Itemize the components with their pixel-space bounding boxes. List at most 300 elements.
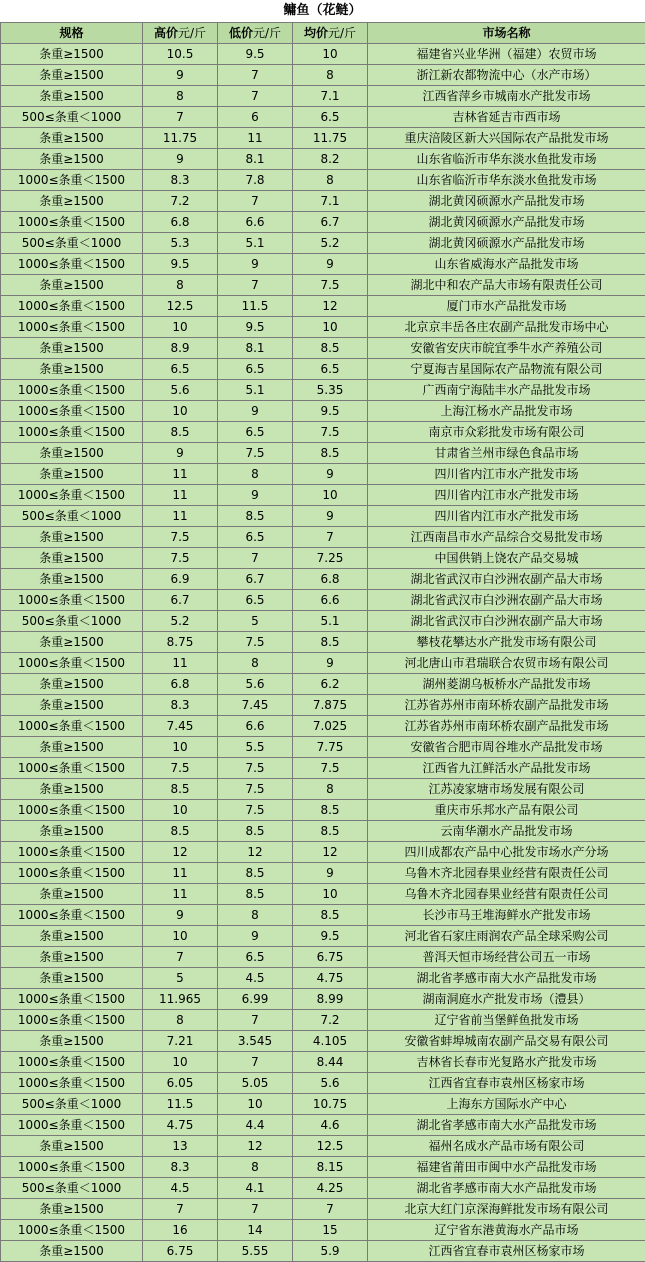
cell-avg-price: 10: [293, 884, 368, 905]
cell-high-price: 7.5: [143, 548, 218, 569]
cell-low-price: 5.05: [218, 1073, 293, 1094]
cell-market-name: 吉林省延吉市西市场: [368, 107, 645, 128]
cell-low-price: 6.7: [218, 569, 293, 590]
table-row: [1, 947, 645, 968]
cell-low-price: 6.5: [218, 947, 293, 968]
cell-market-name: 宁夏海吉星国际农产品物流有限公司: [368, 359, 645, 380]
cell-spec: 条重≥1500: [1, 359, 143, 380]
table-row: [1, 842, 645, 863]
cell-high-price: 9: [143, 65, 218, 86]
cell-avg-price: 9: [293, 464, 368, 485]
cell-spec: 条重≥1500: [1, 128, 143, 149]
cell-low-price: 4.4: [218, 1115, 293, 1136]
cell-market-name: 江苏省苏州市南环桥农副产品批发市场: [368, 716, 645, 737]
cell-avg-price: 9.5: [293, 401, 368, 422]
cell-spec: 500≤条重＜1000: [1, 1094, 143, 1115]
cell-market-name: 山东省临沂市华东淡水鱼批发市场: [368, 149, 645, 170]
cell-spec: 条重≥1500: [1, 149, 143, 170]
cell-low-price: 5.6: [218, 674, 293, 695]
table-row: [1, 338, 645, 359]
cell-low-price: 8: [218, 905, 293, 926]
cell-high-price: 8.5: [143, 821, 218, 842]
table-row: [1, 128, 645, 149]
cell-market-name: 重庆市乐邦水产品有限公司: [368, 800, 645, 821]
cell-low-price: 12: [218, 842, 293, 863]
cell-high-price: 10: [143, 926, 218, 947]
cell-market-name: 山东省威海水产品批发市场: [368, 254, 645, 275]
cell-market-name: 南京市众彩批发市场有限公司: [368, 422, 645, 443]
cell-high-price: 6.8: [143, 674, 218, 695]
cell-market-name: 湖北省武汉市白沙洲农副产品大市场: [368, 590, 645, 611]
table-row: [1, 401, 645, 422]
cell-low-price: 7.5: [218, 779, 293, 800]
cell-spec: 1000≤条重＜1500: [1, 863, 143, 884]
table-row: [1, 884, 645, 905]
cell-high-price: 5.6: [143, 380, 218, 401]
cell-market-name: 江西省萍乡市城南水产批发市场: [368, 86, 645, 107]
cell-low-price: 9: [218, 485, 293, 506]
table-row: [1, 695, 645, 716]
cell-market-name: 长沙市马王堆海鲜水产批发市场: [368, 905, 645, 926]
table-row: [1, 716, 645, 737]
cell-high-price: 8.3: [143, 1157, 218, 1178]
cell-high-price: 5.2: [143, 611, 218, 632]
cell-spec: 条重≥1500: [1, 695, 143, 716]
cell-low-price: 7: [218, 86, 293, 107]
cell-market-name: 湖北黄冈硕源水产品批发市场: [368, 191, 645, 212]
cell-avg-price: 7.1: [293, 191, 368, 212]
cell-spec: 条重≥1500: [1, 338, 143, 359]
cell-market-name: 四川省内江市水产批发市场: [368, 506, 645, 527]
cell-market-name: 广西南宁海陆丰水产品批发市场: [368, 380, 645, 401]
cell-avg-price: 8: [293, 170, 368, 191]
cell-market-name: 河北唐山市君瑞联合农贸市场有限公司: [368, 653, 645, 674]
cell-high-price: 6.9: [143, 569, 218, 590]
cell-avg-price: 7: [293, 1199, 368, 1220]
cell-market-name: 乌鲁木齐北园春果业经营有限责任公司: [368, 884, 645, 905]
cell-spec: 1000≤条重＜1500: [1, 905, 143, 926]
cell-low-price: 8.5: [218, 506, 293, 527]
table-row: [1, 926, 645, 947]
cell-avg-price: 10: [293, 485, 368, 506]
cell-market-name: 安徽省安庆市皖宜季牛水产养殖公司: [368, 338, 645, 359]
cell-spec: 条重≥1500: [1, 65, 143, 86]
cell-high-price: 6.7: [143, 590, 218, 611]
table-row: [1, 149, 645, 170]
cell-spec: 500≤条重＜1000: [1, 107, 143, 128]
cell-low-price: 11: [218, 128, 293, 149]
cell-avg-price: 10: [293, 44, 368, 65]
cell-avg-price: 6.2: [293, 674, 368, 695]
cell-spec: 条重≥1500: [1, 548, 143, 569]
cell-spec: 1000≤条重＜1500: [1, 842, 143, 863]
cell-low-price: 12: [218, 1136, 293, 1157]
cell-spec: 条重≥1500: [1, 44, 143, 65]
table-row: [1, 527, 645, 548]
column-header-market-name: 市场名称: [368, 23, 645, 44]
cell-market-name: 攀枝花攀达水产批发市场有限公司: [368, 632, 645, 653]
cell-market-name: 云南华潮水产品批发市场: [368, 821, 645, 842]
cell-spec: 1000≤条重＜1500: [1, 1115, 143, 1136]
cell-avg-price: 10: [293, 317, 368, 338]
cell-market-name: 四川成都农产品中心批发市场水产分场: [368, 842, 645, 863]
cell-avg-price: 7.25: [293, 548, 368, 569]
cell-high-price: 6.5: [143, 359, 218, 380]
table-row: [1, 1094, 645, 1115]
cell-avg-price: 12: [293, 296, 368, 317]
cell-market-name: 福建省莆田市闽中水产品批发市场: [368, 1157, 645, 1178]
table-row: [1, 296, 645, 317]
cell-high-price: 8.75: [143, 632, 218, 653]
cell-spec: 1000≤条重＜1500: [1, 422, 143, 443]
cell-market-name: 江西省宜春市袁州区杨家市场: [368, 1241, 645, 1262]
table-row: [1, 86, 645, 107]
cell-market-name: 福建省兴业华洲（福建）农贸市场: [368, 44, 645, 65]
table-row: [1, 1220, 645, 1241]
cell-low-price: 11.5: [218, 296, 293, 317]
cell-avg-price: 4.105: [293, 1031, 368, 1052]
table-row: [1, 1241, 645, 1262]
table-row: [1, 779, 645, 800]
cell-low-price: 7.5: [218, 632, 293, 653]
table-row: [1, 989, 645, 1010]
cell-high-price: 7.5: [143, 527, 218, 548]
cell-low-price: 6.99: [218, 989, 293, 1010]
cell-high-price: 6.05: [143, 1073, 218, 1094]
cell-low-price: 8: [218, 1157, 293, 1178]
column-header-spec: 规格: [1, 23, 143, 44]
cell-avg-price: 7: [293, 527, 368, 548]
table-row: [1, 506, 645, 527]
cell-low-price: 10: [218, 1094, 293, 1115]
cell-market-name: 乌鲁木齐北园春果业经营有限责任公司: [368, 863, 645, 884]
cell-low-price: 6.5: [218, 590, 293, 611]
table-row: [1, 1052, 645, 1073]
table-row: [1, 485, 645, 506]
cell-high-price: 5: [143, 968, 218, 989]
cell-market-name: 北京大红门京深海鲜批发市场有限公司: [368, 1199, 645, 1220]
cell-spec: 1000≤条重＜1500: [1, 254, 143, 275]
cell-high-price: 5.3: [143, 233, 218, 254]
cell-avg-price: 8.15: [293, 1157, 368, 1178]
cell-spec: 1000≤条重＜1500: [1, 590, 143, 611]
table-row: [1, 254, 645, 275]
cell-high-price: 8: [143, 275, 218, 296]
table-row: [1, 1199, 645, 1220]
table-row: [1, 674, 645, 695]
cell-high-price: 9: [143, 443, 218, 464]
cell-market-name: 湖北省孝感市南大水产品批发市场: [368, 1178, 645, 1199]
cell-high-price: 13: [143, 1136, 218, 1157]
cell-low-price: 8: [218, 653, 293, 674]
cell-avg-price: 8: [293, 779, 368, 800]
table-row: [1, 275, 645, 296]
cell-avg-price: 8.2: [293, 149, 368, 170]
cell-low-price: 7: [218, 275, 293, 296]
cell-spec: 条重≥1500: [1, 191, 143, 212]
cell-spec: 条重≥1500: [1, 464, 143, 485]
cell-spec: 条重≥1500: [1, 1031, 143, 1052]
cell-market-name: 江苏省苏州市南环桥农副产品批发市场: [368, 695, 645, 716]
cell-low-price: 8.5: [218, 863, 293, 884]
cell-market-name: 河北省石家庄雨润农产品全球采购公司: [368, 926, 645, 947]
cell-market-name: 甘肃省兰州市绿色食品市场: [368, 443, 645, 464]
cell-high-price: 11: [143, 863, 218, 884]
table-row: [1, 800, 645, 821]
cell-high-price: 7: [143, 107, 218, 128]
table-row: [1, 548, 645, 569]
cell-spec: 条重≥1500: [1, 884, 143, 905]
cell-spec: 1000≤条重＜1500: [1, 1220, 143, 1241]
cell-spec: 1000≤条重＜1500: [1, 212, 143, 233]
cell-spec: 条重≥1500: [1, 779, 143, 800]
cell-spec: 500≤条重＜1000: [1, 506, 143, 527]
cell-spec: 1000≤条重＜1500: [1, 758, 143, 779]
table-row: [1, 569, 645, 590]
table-row: [1, 653, 645, 674]
table-row: [1, 863, 645, 884]
cell-high-price: 8.3: [143, 170, 218, 191]
cell-spec: 1000≤条重＜1500: [1, 170, 143, 191]
table-row: [1, 1136, 645, 1157]
cell-avg-price: 6.5: [293, 107, 368, 128]
column-header-low-price: 低价元/斤: [218, 23, 293, 44]
cell-avg-price: 12: [293, 842, 368, 863]
table-row: [1, 317, 645, 338]
table-row: [1, 1073, 645, 1094]
cell-spec: 1000≤条重＜1500: [1, 296, 143, 317]
cell-high-price: 11: [143, 506, 218, 527]
cell-market-name: 安徽省蚌埠城南农副产品交易有限公司: [368, 1031, 645, 1052]
cell-high-price: 9: [143, 149, 218, 170]
cell-spec: 条重≥1500: [1, 527, 143, 548]
table-row: [1, 233, 645, 254]
cell-high-price: 10: [143, 401, 218, 422]
cell-spec: 1000≤条重＜1500: [1, 1010, 143, 1031]
cell-low-price: 5: [218, 611, 293, 632]
table-row: [1, 443, 645, 464]
cell-low-price: 9.5: [218, 44, 293, 65]
cell-avg-price: 5.9: [293, 1241, 368, 1262]
cell-avg-price: 15: [293, 1220, 368, 1241]
cell-avg-price: 8.44: [293, 1052, 368, 1073]
cell-market-name: 厦门市水产品批发市场: [368, 296, 645, 317]
cell-spec: 条重≥1500: [1, 86, 143, 107]
cell-spec: 500≤条重＜1000: [1, 611, 143, 632]
table-row: [1, 590, 645, 611]
cell-avg-price: 9: [293, 506, 368, 527]
cell-spec: 500≤条重＜1000: [1, 233, 143, 254]
cell-low-price: 4.5: [218, 968, 293, 989]
table-row: [1, 1178, 645, 1199]
cell-avg-price: 12.5: [293, 1136, 368, 1157]
table-row: [1, 107, 645, 128]
cell-avg-price: 5.2: [293, 233, 368, 254]
cell-spec: 条重≥1500: [1, 947, 143, 968]
cell-low-price: 5.55: [218, 1241, 293, 1262]
cell-avg-price: 4.6: [293, 1115, 368, 1136]
table-row: [1, 1157, 645, 1178]
cell-low-price: 7: [218, 1052, 293, 1073]
cell-avg-price: 7.025: [293, 716, 368, 737]
cell-avg-price: 4.75: [293, 968, 368, 989]
cell-spec: 1000≤条重＜1500: [1, 401, 143, 422]
cell-low-price: 8: [218, 464, 293, 485]
cell-low-price: 6.5: [218, 422, 293, 443]
cell-avg-price: 6.7: [293, 212, 368, 233]
cell-market-name: 山东省临沂市华东淡水鱼批发市场: [368, 170, 645, 191]
cell-low-price: 7.5: [218, 443, 293, 464]
cell-spec: 条重≥1500: [1, 569, 143, 590]
cell-low-price: 3.545: [218, 1031, 293, 1052]
cell-spec: 1000≤条重＜1500: [1, 317, 143, 338]
cell-high-price: 8: [143, 86, 218, 107]
cell-low-price: 8.1: [218, 338, 293, 359]
table-row: [1, 212, 645, 233]
table-row: [1, 170, 645, 191]
cell-high-price: 11.5: [143, 1094, 218, 1115]
cell-high-price: 11: [143, 485, 218, 506]
cell-market-name: 湖北省武汉市白沙洲农副产品大市场: [368, 569, 645, 590]
cell-spec: 条重≥1500: [1, 821, 143, 842]
cell-avg-price: 7.5: [293, 758, 368, 779]
cell-avg-price: 4.25: [293, 1178, 368, 1199]
cell-market-name: 湖北黄冈硕源水产品批发市场: [368, 212, 645, 233]
cell-low-price: 7.5: [218, 758, 293, 779]
cell-avg-price: 8.5: [293, 338, 368, 359]
cell-high-price: 4.5: [143, 1178, 218, 1199]
cell-avg-price: 9.5: [293, 926, 368, 947]
table-row: [1, 65, 645, 86]
cell-spec: 1000≤条重＜1500: [1, 380, 143, 401]
cell-spec: 条重≥1500: [1, 674, 143, 695]
cell-high-price: 7.5: [143, 758, 218, 779]
cell-low-price: 7: [218, 548, 293, 569]
cell-avg-price: 8.5: [293, 905, 368, 926]
cell-low-price: 7: [218, 191, 293, 212]
table-row: [1, 737, 645, 758]
cell-low-price: 5.1: [218, 380, 293, 401]
cell-spec: 条重≥1500: [1, 737, 143, 758]
cell-low-price: 5.5: [218, 737, 293, 758]
cell-low-price: 14: [218, 1220, 293, 1241]
cell-spec: 条重≥1500: [1, 968, 143, 989]
cell-high-price: 10: [143, 1052, 218, 1073]
cell-low-price: 8.5: [218, 884, 293, 905]
table-row: [1, 1031, 645, 1052]
table-row: [1, 359, 645, 380]
table-row: [1, 968, 645, 989]
cell-market-name: 安徽省合肥市周谷堆水产品批发市场: [368, 737, 645, 758]
cell-market-name: 普洱天恒市场经营公司五一市场: [368, 947, 645, 968]
cell-market-name: 江西南昌市水产品综合交易批发市场: [368, 527, 645, 548]
table-row: [1, 758, 645, 779]
cell-market-name: 湖州菱湖乌板桥水产品批发市场: [368, 674, 645, 695]
cell-high-price: 7: [143, 1199, 218, 1220]
cell-avg-price: 8: [293, 65, 368, 86]
cell-market-name: 四川省内江市水产批发市场: [368, 485, 645, 506]
table-row: [1, 611, 645, 632]
cell-market-name: 福州名成水产品市场有限公司: [368, 1136, 645, 1157]
cell-spec: 1000≤条重＜1500: [1, 716, 143, 737]
table-row: [1, 380, 645, 401]
cell-high-price: 7: [143, 947, 218, 968]
sheet-title: 鳙鱼（花鲢）: [0, 0, 645, 22]
cell-high-price: 11: [143, 653, 218, 674]
cell-market-name: 上海江杨水产品批发市场: [368, 401, 645, 422]
cell-low-price: 6: [218, 107, 293, 128]
cell-spec: 1000≤条重＜1500: [1, 1157, 143, 1178]
cell-spec: 1000≤条重＜1500: [1, 653, 143, 674]
cell-avg-price: 7.5: [293, 275, 368, 296]
cell-spec: 1000≤条重＜1500: [1, 800, 143, 821]
cell-avg-price: 5.6: [293, 1073, 368, 1094]
column-header-avg-price: 均价元/斤: [293, 23, 368, 44]
cell-low-price: 4.1: [218, 1178, 293, 1199]
cell-spec: 条重≥1500: [1, 275, 143, 296]
cell-market-name: 辽宁省前当堡鲜鱼批发市场: [368, 1010, 645, 1031]
table-row: [1, 422, 645, 443]
table-row: [1, 44, 645, 65]
table-row: [1, 632, 645, 653]
cell-high-price: 6.75: [143, 1241, 218, 1262]
cell-avg-price: 8.5: [293, 632, 368, 653]
cell-market-name: 江西省宜春市袁州区杨家市场: [368, 1073, 645, 1094]
cell-high-price: 4.75: [143, 1115, 218, 1136]
table-body: [1, 44, 645, 1262]
cell-spec: 条重≥1500: [1, 632, 143, 653]
cell-low-price: 5.1: [218, 233, 293, 254]
cell-avg-price: 7.1: [293, 86, 368, 107]
cell-market-name: 江苏凌家塘市场发展有限公司: [368, 779, 645, 800]
cell-avg-price: 9: [293, 863, 368, 884]
price-table: [0, 22, 645, 1262]
cell-spec: 条重≥1500: [1, 443, 143, 464]
cell-spec: 1000≤条重＜1500: [1, 485, 143, 506]
cell-market-name: 辽宁省东港黄海水产品市场: [368, 1220, 645, 1241]
cell-low-price: 6.5: [218, 359, 293, 380]
cell-market-name: 湖南洞庭水产批发市场（澧县）: [368, 989, 645, 1010]
cell-high-price: 8.9: [143, 338, 218, 359]
cell-high-price: 8: [143, 1010, 218, 1031]
cell-low-price: 9.5: [218, 317, 293, 338]
cell-low-price: 9: [218, 254, 293, 275]
cell-market-name: 湖北中和农产品大市场有限责任公司: [368, 275, 645, 296]
cell-low-price: 7.5: [218, 800, 293, 821]
cell-avg-price: 8.99: [293, 989, 368, 1010]
cell-market-name: 上海东方国际水产中心: [368, 1094, 645, 1115]
cell-low-price: 8.1: [218, 149, 293, 170]
cell-low-price: 6.5: [218, 527, 293, 548]
cell-market-name: 江西省九江鲜活水产品批发市场: [368, 758, 645, 779]
cell-low-price: 6.6: [218, 716, 293, 737]
cell-avg-price: 11.75: [293, 128, 368, 149]
cell-avg-price: 9: [293, 653, 368, 674]
cell-avg-price: 5.35: [293, 380, 368, 401]
cell-high-price: 8.5: [143, 779, 218, 800]
cell-high-price: 11.965: [143, 989, 218, 1010]
cell-avg-price: 7.5: [293, 422, 368, 443]
cell-spec: 1000≤条重＜1500: [1, 989, 143, 1010]
table-row: [1, 191, 645, 212]
cell-market-name: 湖北省武汉市白沙洲农副产品大市场: [368, 611, 645, 632]
cell-avg-price: 8.5: [293, 800, 368, 821]
cell-avg-price: 7.75: [293, 737, 368, 758]
cell-low-price: 7.8: [218, 170, 293, 191]
cell-spec: 条重≥1500: [1, 1199, 143, 1220]
cell-high-price: 10.5: [143, 44, 218, 65]
cell-high-price: 9: [143, 905, 218, 926]
